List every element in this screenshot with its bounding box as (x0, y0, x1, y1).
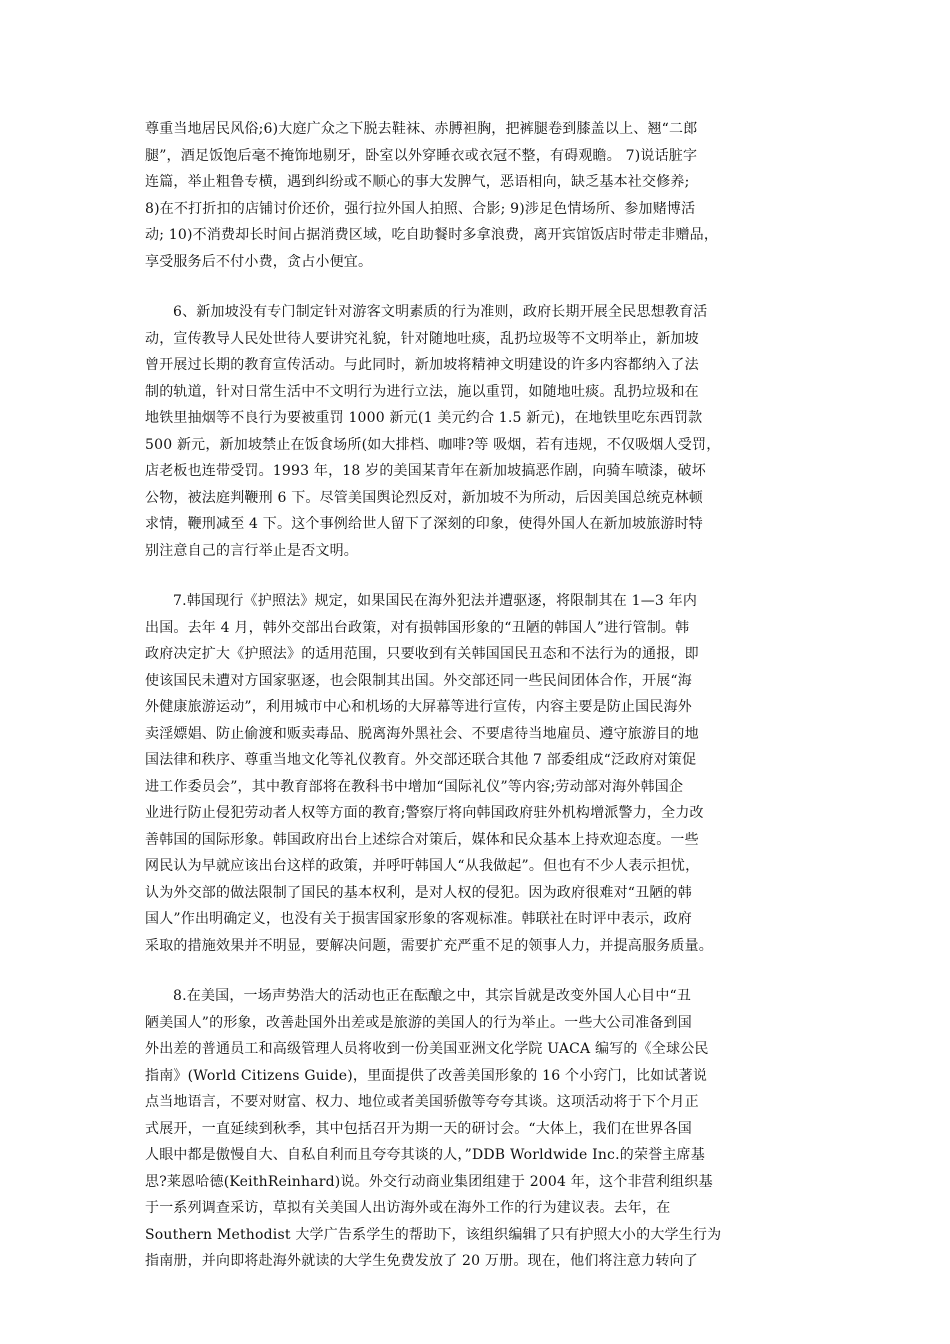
text-line: 外出差的普通员工和高级管理人员将收到一份美国亚洲文化学院 UACA 编写的《全球公民 (145, 1041, 709, 1057)
text-line: 公物，被法庭判鞭刑 6 下。尽管美国舆论烈反对，新加坡不为所动，后因美国总统克林顿 (145, 489, 704, 506)
paragraph-8-usa (145, 983, 815, 1275)
text-line: 享受服务后不付小费，贪占小便宜。 (145, 253, 373, 270)
text-line: 进工作委员会”，其中教育部将在教科书中增加“国际礼仪”等内容;劳动部对海外韩国企 (145, 778, 684, 795)
text-line: 6、新加坡没有专门制定针对游客文明素质的行为准则，政府长期开展全民思想教育活 (173, 304, 708, 320)
paragraph-6-singapore (145, 299, 815, 564)
text-line: 于一系列调查采访，草拟有关美国人出访海外或在海外工作的行为建议表。去年，在 (145, 1200, 671, 1216)
text-line: 腿”，酒足饭饱后毫不掩饰地剔牙，卧室以外穿睡衣或衣冠不整，有碍观瞻。 7)说话脏字 (145, 147, 698, 164)
text-line: Southern Methodist 大学广告系学生的帮助下，该组织编辑了只有护照大小的大学生行为 (145, 1226, 722, 1243)
text-line: 卖淫嫖娼、防止偷渡和贩卖毒品、脱离海外黑社会、不要虐待当地雇员、遵守旅游目的地 (145, 725, 699, 742)
text-line: 动，宣传教导人民处世待人要讲究礼貌，针对随地吐痰，乱扔垃圾等不文明举止，新加坡 (145, 330, 699, 347)
text-line: 思?莱恩哈德(KeithReinhard)说。外交行动商业集团组建于 2004 年，这个非营利组织基 (145, 1173, 713, 1190)
text-line: 制的轨道，针对日常生活中不文明行为进行立法，施以重罚，如随地吐痰。乱扔垃圾和在 (145, 383, 699, 400)
text-line: 外健康旅游运动”，利用城市中心和机场的大屏幕等进行宣传，内容主要是防止国民海外 (145, 699, 692, 715)
text-line: 善韩国的国际形象。韩国政府出台上述综合对策后，媒体和民众基本上持欢迎态度。一些 (145, 831, 699, 848)
text-line: 8)在不打折扣的店铺讨价还价，强行拉外国人拍照、合影; 9)涉足色情场所、参加赌博活 (145, 200, 696, 217)
text-line: 国人”作出明确定义，也没有关于损害国家形象的客观标准。韩联社在时评中表示，政府 (145, 911, 692, 927)
text-line: 指南》(World Citizens Guide)，里面提供了改善美国形象的 16 个小窍门，比如试著说 (145, 1067, 708, 1084)
document-page (145, 116, 815, 1299)
text-line: 国法律和秩序、尊重当地文化等礼仪教育。外交部还联合其他 7 部委组成“泛政府对策促 (145, 752, 697, 768)
paragraph-5-continued (145, 116, 815, 275)
text-line: 动; 10)不消费却长时间占据消费区域，吃自助餐时多拿浪费，离开宾馆饭店时带走非赠品， (145, 227, 719, 243)
text-line: 陋美国人”的形象，改善赴国外出差或是旅游的美国人的行为举止。一些大公司准备到国 (145, 1014, 692, 1031)
text-line: 业进行防止侵犯劳动者人权等方面的教育;警察厅将向韩国政府驻外机构增派警力，全力改 (145, 805, 704, 821)
text-line: 店老板也连带受罚。1993 年，18 岁的美国某青年在新加坡搞恶作剧，向骑车喷漆，破坏 (145, 463, 706, 479)
text-line: 别注意自己的言行举止是否文明。 (145, 542, 358, 559)
text-line: 指南册，并向即将赴海外就读的大学生免费发放了 20 万册。现在，他们将注意力转向了 (145, 1253, 698, 1269)
text-line: 政府决定扩大《护照法》的适用范围，只要收到有关韩国国民丑态和不法行为的通报，即 (145, 646, 699, 662)
text-line: 式展开，一直延续到秋季，其中包括召开为期一天的研讨会。“大体上，我们在世界各国 (145, 1120, 692, 1137)
text-line: 点当地语言，不要对财富、权力、地位或者美国骄傲等夸夸其谈。这项活动将于下个月正 (145, 1094, 699, 1110)
text-line: 采取的措施效果并不明显，要解决问题，需要扩充严重不足的领事人力，并提高服务质量。 (145, 937, 713, 954)
text-line: 求情，鞭刑减至 4 下。这个事例给世人留下了深刻的印象，使得外国人在新加坡旅游时特 (145, 516, 704, 532)
text-line: 尊重当地居民风俗;6)大庭广众之下脱去鞋袜、赤膊袒胸，把裤腿卷到膝盖以上、翘“二郎 (145, 121, 698, 137)
text-line: 使该国民未遭对方国家驱逐，也会限制其出国。外交部还同一些民间团体合作，开展“海 (145, 672, 692, 689)
text-line: 8.在美国，一场声势浩大的活动也正在酝酿之中，其宗旨就是改变外国人心目中“丑 (173, 988, 692, 1004)
text-line: 出国。去年 4 月，韩外交部出台政策，对有损韩国形象的“丑陋的韩国人”进行管制。韩 (145, 619, 690, 636)
text-line: 500 新元，新加坡禁止在饭食场所(如大排档、咖啡?等 吸烟，若有违规，不仅吸烟人受罚， (145, 436, 721, 453)
paragraph-7-korea (145, 588, 815, 959)
text-line: 地铁里抽烟等不良行为要被重罚 1000 新元(1 美元约合 1.5 新元)，在地铁里吃东西罚款 (145, 410, 703, 426)
text-line: 网民认为早就应该出台这样的政策，并呼吁韩国人“从我做起”。但也有不少人表示担忧， (145, 858, 700, 874)
text-line: 人眼中都是傲慢自大、自私自利而且夸夸其谈的人，”DDB Worldwide Inc.的荣誉主席基 (145, 1147, 705, 1163)
text-line: 7.韩国现行《护照法》规定，如果国民在海外犯法并遭驱逐，将限制其在 1—3 年内 (173, 593, 698, 609)
text-line: 曾开展过长期的教育宣传活动。与此同时，新加坡将精神文明建设的许多内容都纳入了法 (145, 357, 699, 373)
text-line: 连篇，举止粗鲁专横，遇到纠纷或不顺心的事大发脾气，恶语相向，缺乏基本社交修养; (145, 174, 690, 190)
text-line: 认为外交部的做法限制了国民的基本权利，是对人权的侵犯。因为政府很难对“丑陋的韩 (145, 884, 692, 901)
